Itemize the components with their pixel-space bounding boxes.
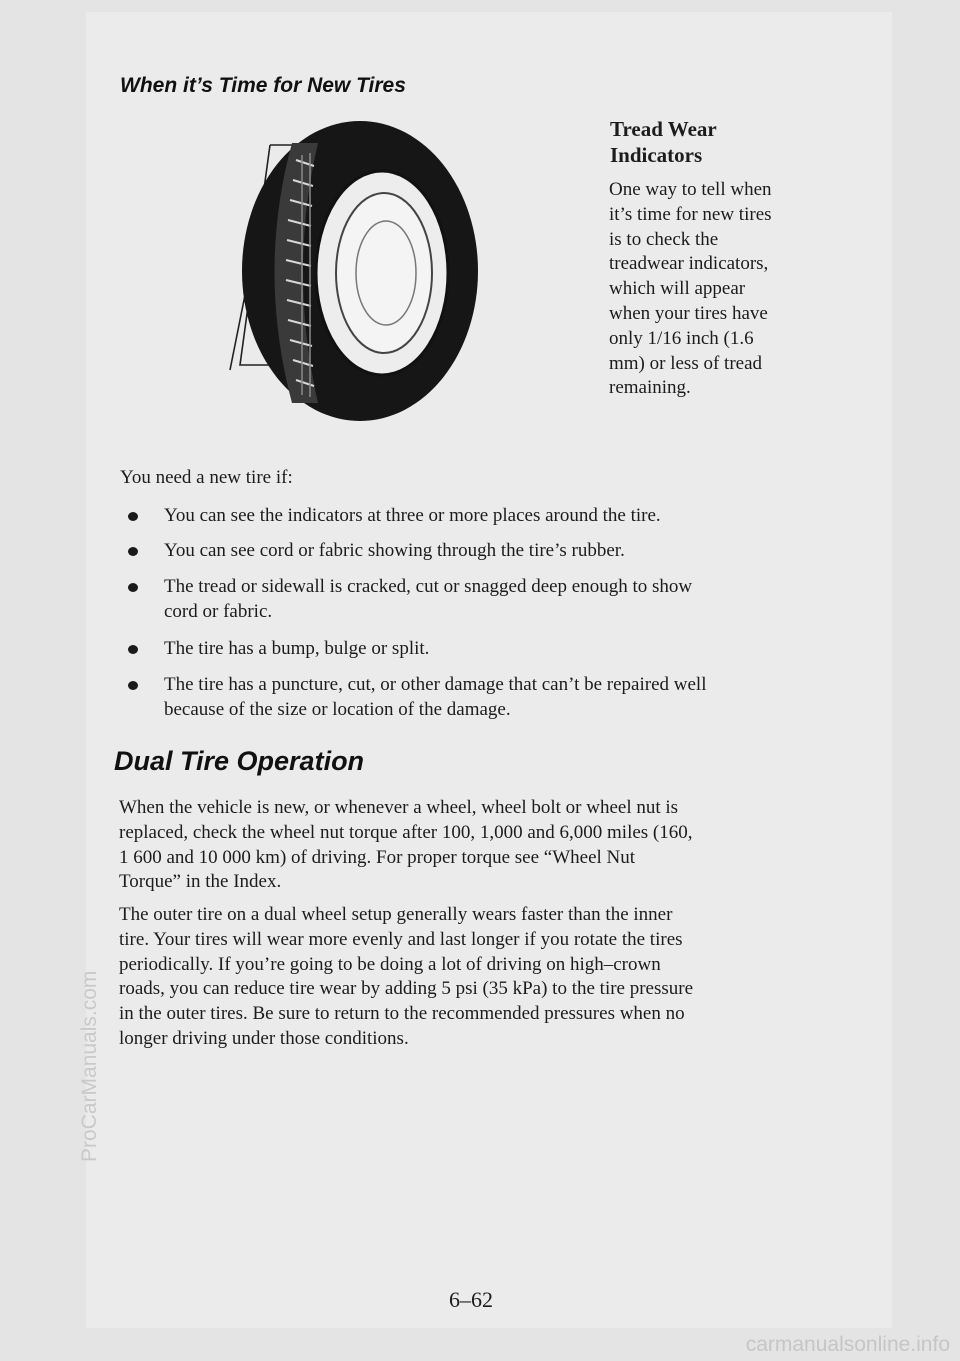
sidebar-title-line: Indicators <box>610 143 703 167</box>
bullet-text: The tire has a puncture, cut, or other damage that can’t be repaired well <box>164 674 707 695</box>
watermark-side: ProCarManuals.com <box>78 970 101 1162</box>
wheel-hub <box>336 193 432 353</box>
paragraph-line: The outer tire on a dual wheel setup generally wears faster than the inner <box>119 904 673 925</box>
list-item <box>128 637 824 662</box>
sidebar-line: it’s time for new tires <box>609 203 772 225</box>
tire-illustration <box>222 115 484 427</box>
paragraph-line: When the vehicle is new, or whenever a wheel, wheel bolt or wheel nut is <box>119 797 679 818</box>
bullet-text: The tire has a bump, bulge or split. <box>164 638 430 659</box>
paragraph-line: in the outer tires. Be sure to return to the recommended pressures when no <box>119 1003 685 1025</box>
list-item <box>128 575 824 625</box>
bullet-text: cord or fabric. <box>164 600 273 622</box>
sidebar-line: is to check the <box>609 228 719 250</box>
section-heading-new-tires: When it’s Time for New Tires <box>120 74 406 97</box>
bullet-dot-icon <box>128 547 138 556</box>
bullet-dot-icon <box>128 512 138 521</box>
paragraph-line: roads, you can reduce tire wear by adding 5 psi (35 kPa) to the tire pressure <box>119 978 694 1000</box>
intro-text: You need a new tire if: <box>120 467 293 488</box>
sidebar-line: remaining. <box>609 377 691 399</box>
list-item <box>128 673 824 723</box>
bullet-dot-icon <box>128 681 138 690</box>
bullet-text: The tread or sidewall is cracked, cut or snagged deep enough to show <box>164 576 693 597</box>
watermark-bottom: carmanualsonline.info <box>745 1333 950 1356</box>
bullet-text: You can see cord or fabric showing through the tire’s rubber. <box>164 540 625 561</box>
sidebar-line: mm) or less of tread <box>609 352 763 374</box>
paragraph-line: periodically. If you’re going to be doing a lot of driving on high–crown <box>119 953 661 975</box>
bullet-dot-icon <box>128 583 138 592</box>
sidebar-body <box>609 178 824 401</box>
list-item <box>128 504 824 529</box>
sidebar-line: when your tires have <box>609 302 768 324</box>
paragraph-line: longer driving under those conditions. <box>119 1027 409 1049</box>
paragraph-line: Torque” in the Index. <box>119 871 282 893</box>
sidebar-title-line: Tread Wear <box>610 117 717 141</box>
sidebar-line: treadwear indicators, <box>609 253 769 275</box>
bullet-dot-icon <box>128 645 138 654</box>
sidebar-line: One way to tell when <box>609 179 772 200</box>
list-item <box>128 539 824 564</box>
page-number: 6–62 <box>449 1287 493 1312</box>
bullet-text: because of the size or location of the damage. <box>164 698 511 720</box>
dual-paragraph-1 <box>119 796 819 895</box>
dual-paragraph-2 <box>119 903 819 1052</box>
bullet-text: You can see the indicators at three or more places around the tire. <box>164 505 661 526</box>
paragraph-line: replaced, check the wheel nut torque after 100, 1,000 and 6,000 miles (160, <box>119 821 693 843</box>
paragraph-line: 1 600 and 10 000 km) of driving. For proper torque see “Wheel Nut <box>119 846 636 868</box>
paragraph-line: tire. Your tires will wear more evenly and last longer if you rotate the tires <box>119 928 683 950</box>
section-heading-dual-tire: Dual Tire Operation <box>114 746 365 776</box>
sidebar-title <box>610 116 790 168</box>
sidebar-line: only 1/16 inch (1.6 <box>609 327 754 349</box>
sidebar-line: which will appear <box>609 278 746 300</box>
